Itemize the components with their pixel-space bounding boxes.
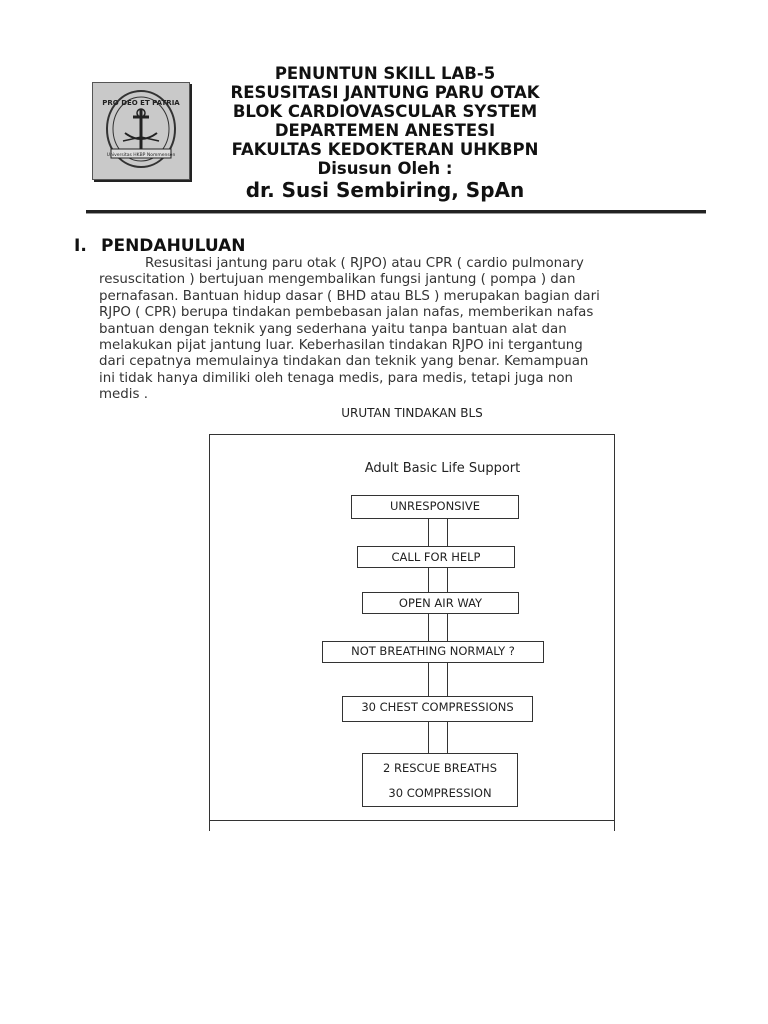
bls-caption: URUTAN TINDAKAN BLS (341, 406, 483, 420)
document-title-line-4: DEPARTEMEN ANESTESI (274, 121, 496, 140)
flow-connector (428, 568, 448, 592)
flow-step-compression-line: 30 COMPRESSION (388, 786, 492, 800)
flow-step-rescue-line: 2 RESCUE BREATHS (383, 761, 497, 775)
author-name: dr. Susi Sembiring, SpAn (245, 178, 525, 202)
flow-step-call-for-help: CALL FOR HELP (357, 546, 515, 568)
flow-step-unresponsive: UNRESPONSIVE (351, 495, 519, 519)
svg-text:PRO DEO ET PATRIA: PRO DEO ET PATRIA (102, 99, 180, 107)
flowchart-frame-bottom (209, 820, 614, 821)
paragraph-line: RJPO ( CPR) berupa tindakan pembebasan jalan nafas, memberikan nafas (99, 305, 594, 321)
document-title-line-1: PENUNTUN SKILL LAB-5 (274, 64, 496, 83)
paragraph-line: bantuan dengan teknik yang sederhana yaitu tanpa bantuan alat dan (99, 321, 567, 337)
document-title-line-3: BLOK CARDIOVASCULAR SYSTEM (232, 102, 538, 121)
paragraph-line: dari cepatnya memulainya tindakan dan teknik yang benar. Kemampuan (99, 354, 589, 370)
flow-connector (428, 722, 448, 753)
flow-step-not-breathing: NOT BREATHING NORMALY ? (322, 641, 544, 663)
flow-connector (428, 663, 448, 696)
document-title-line-2: RESUSITASI JANTUNG PARU OTAK (230, 83, 540, 102)
header-divider (86, 210, 706, 213)
paragraph-line: melakukan pijat jantung luar. Keberhasilan tindakan RJPO ini tergantung (99, 338, 583, 354)
section-title: PENDAHULUAN (101, 236, 246, 256)
flow-connector (428, 519, 448, 546)
svg-text:Universitas HKBP Nommensen: Universitas HKBP Nommensen (106, 153, 176, 158)
paragraph-line: ini tidak hanya dimiliki oleh tenaga medis, para medis, tetapi juga non (99, 370, 574, 386)
paragraph-line: Resusitasi jantung paru otak ( RJPO) atau CPR ( cardio pulmonary (145, 256, 584, 271)
flow-step-chest-compressions: 30 CHEST COMPRESSIONS (342, 696, 533, 722)
section-number: I. (74, 236, 87, 256)
flow-connector (428, 614, 448, 641)
paragraph-line: medis . (99, 387, 148, 403)
document-title-line-5: FAKULTAS KEDOKTERAN UHKBPN (231, 140, 539, 159)
paragraph-line: resuscitation ) bertujuan mengembalikan fungsi jantung ( pompa ) dan (99, 272, 576, 288)
university-logo (92, 82, 190, 180)
intro-paragraph (99, 256, 669, 404)
flow-step-rescue-breaths (362, 753, 518, 807)
compiled-by-label: Disusun Oleh : (317, 159, 453, 178)
university-seal-icon (93, 83, 189, 179)
flow-step-open-airway: OPEN AIR WAY (362, 592, 519, 614)
paragraph-line: pernafasan. Bantuan hidup dasar ( BHD atau BLS ) merupakan bagian dari (99, 288, 600, 304)
flowchart-title: Adult Basic Life Support (364, 461, 521, 476)
